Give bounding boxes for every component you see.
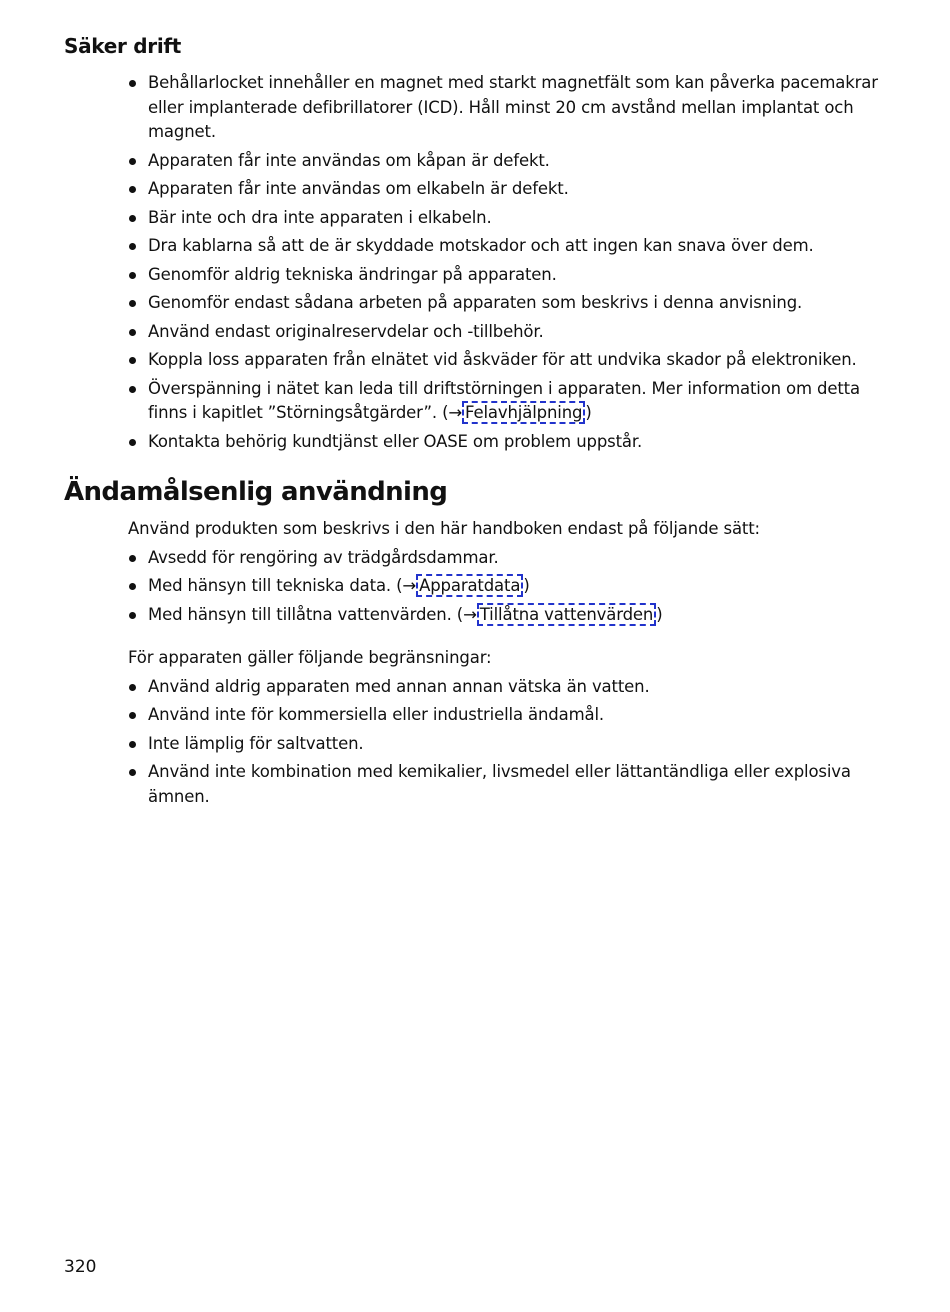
list-item-text: Använd inte kombination med kemikalier, livsmedel eller lättantändliga eller explosiva ämnen.: [148, 762, 851, 806]
link-tillatna-vattenvarden[interactable]: Tillåtna vattenvärden: [477, 603, 656, 626]
page-number: 320: [64, 1257, 97, 1277]
list-item-text: Apparaten får inte användas om kåpan är defekt.: [148, 150, 550, 170]
list-item: [128, 760, 888, 809]
list-item: [128, 675, 888, 700]
restrictions-intro: För apparaten gäller följande begränsningar:: [128, 648, 492, 667]
list-item: [128, 703, 888, 728]
intended-use-list: [128, 546, 888, 628]
list-item: [128, 234, 888, 259]
intended-use-intro: Använd produkten som beskrivs i den här handboken endast på följande sätt:: [128, 519, 760, 538]
list-item: [128, 149, 888, 174]
list-item: [128, 71, 888, 145]
list-item: [128, 574, 888, 599]
list-item: [128, 430, 888, 455]
list-item: [128, 603, 888, 628]
list-item-text: Genomför aldrig tekniska ändringar på apparaten.: [148, 264, 557, 284]
list-item: [128, 377, 888, 426]
list-item: [128, 206, 888, 231]
safe-operation-list: [128, 71, 888, 454]
link-suffix: ): [585, 403, 592, 422]
list-item: [128, 546, 888, 571]
safe-operation-section: [128, 71, 888, 458]
link-apparatdata[interactable]: Apparatdata: [416, 574, 523, 597]
list-item: [128, 732, 888, 757]
list-item-text: Överspänning i nätet kan leda till driftstörningen i apparaten. Mer information om detta finns i kapitlet ”Störningsåtgärder”. (→: [148, 378, 860, 422]
list-item: [128, 263, 888, 288]
intended-use-section: [128, 517, 888, 631]
list-item-text: Bär inte och dra inte apparaten i elkabeln.: [148, 207, 492, 227]
list-item: [128, 348, 888, 373]
safe-operation-heading: Säker drift: [64, 34, 182, 58]
list-item-text: Använd aldrig apparaten med annan annan vätska än vatten.: [148, 676, 650, 696]
list-item-text: Behållarlocket innehåller en magnet med starkt magnetfält som kan påverka pacemakrar eller implanterade defibrillatorer (ICD). Håll minst 20 cm avstånd mellan implantat och magnet.: [148, 73, 878, 141]
restrictions-list: [128, 675, 888, 810]
list-item-text: Med hänsyn till tekniska data. (→: [148, 576, 417, 595]
list-item-text: Koppla loss apparaten från elnätet vid åskväder för att undvika skador på elektroniken.: [148, 350, 857, 369]
list-item-text: Kontakta behörig kundtjänst eller OASE om problem uppstår.: [148, 431, 643, 451]
restrictions-section: [128, 646, 888, 813]
list-item: [128, 177, 888, 202]
link-suffix: ): [523, 576, 530, 595]
list-item-text: Avsedd för rengöring av trädgårdsdammar.: [148, 547, 499, 567]
list-item-text: Inte lämplig för saltvatten.: [148, 733, 364, 753]
list-item: [128, 291, 888, 316]
list-item-text: Genomför endast sådana arbeten på apparaten som beskrivs i denna anvisning.: [148, 293, 803, 312]
intended-use-heading: Ändamålsenlig användning: [64, 477, 448, 507]
list-item-text: Apparaten får inte användas om elkabeln är defekt.: [148, 179, 569, 198]
list-item-text: Använd inte för kommersiella eller industriella ändamål.: [148, 705, 604, 724]
list-item-text: Med hänsyn till tillåtna vattenvärden. (→: [148, 604, 477, 624]
link-suffix: ): [656, 604, 663, 624]
link-felavhjalpning[interactable]: Felavhjälpning: [462, 401, 585, 424]
list-item-text: Använd endast originalreservdelar och -tillbehör.: [148, 321, 544, 341]
list-item-text: Dra kablarna så att de är skyddade motskador och att ingen kan snava över dem.: [148, 236, 814, 255]
list-item: [128, 320, 888, 345]
